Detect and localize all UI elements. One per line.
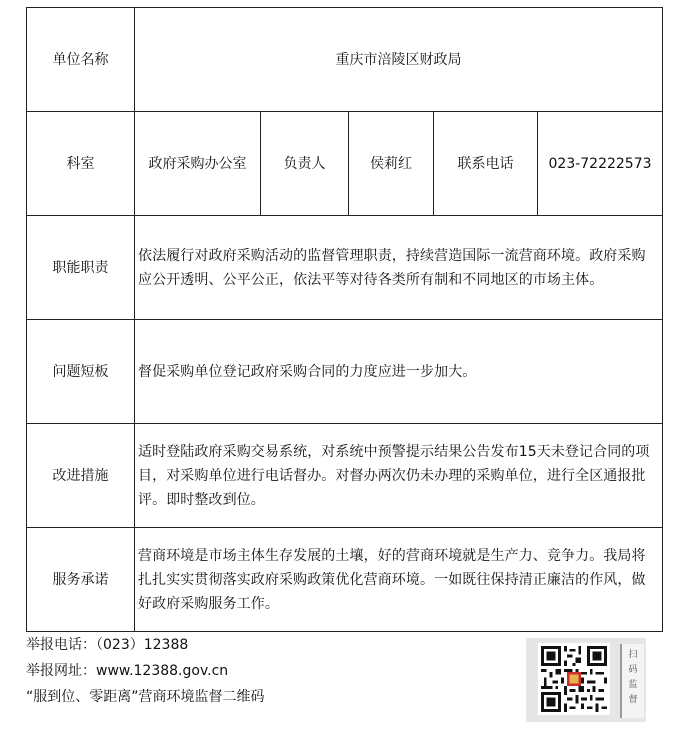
- qr-code-panel: [526, 638, 646, 722]
- qr-side-char: 督: [628, 695, 638, 705]
- dept-label: 科室: [27, 112, 135, 216]
- report-website[interactable]: 举报网址：www.12388.gov.cn: [26, 663, 229, 679]
- qr-side-label: [620, 644, 644, 718]
- qr-code-icon: [538, 643, 610, 715]
- unit-label: 单位名称: [27, 8, 135, 112]
- info-sheet: [26, 7, 662, 632]
- person-value: 侯莉红: [349, 112, 434, 216]
- phone-value: 023-72222573: [538, 112, 663, 216]
- person-label: 负责人: [261, 112, 349, 216]
- table-row: [27, 216, 663, 320]
- qr-side-char: 扫: [628, 650, 638, 660]
- dept-value: 政府采购办公室: [135, 112, 261, 216]
- promise-text: 营商环境是市场主体生存发展的土壤，好的营商环境就是生产力、竞争力。我局将扎扎实实贯彻落实政府采购政策优化营商环境。一如既往保持清正廉洁的作风，做好政府采购服务工作。: [135, 528, 663, 632]
- promise-label: 服务承诺: [27, 528, 135, 632]
- info-table: [26, 7, 663, 632]
- unit-value: 重庆市涪陵区财政局: [135, 8, 663, 112]
- qr-side-char: 码: [628, 665, 638, 675]
- improve-text: 适时登陆政府采购交易系统，对系统中预警提示结果公告发布15天未登记合同的项目，对采购单位进行电话督办。对督办两次仍未办理的采购单位，进行全区通报批评。即时整改到位。: [135, 424, 663, 528]
- issue-text: 督促采购单位登记政府采购合同的力度应进一步加大。: [135, 320, 663, 424]
- phone-label: 联系电话: [434, 112, 538, 216]
- table-row: [27, 528, 663, 632]
- issue-label: 问题短板: [27, 320, 135, 424]
- duty-text: 依法履行对政府采购活动的监督管理职责，持续营造国际一流营商环境。政府采购应公开透明、公平公正，依法平等对待各类所有制和不同地区的市场主体。: [135, 216, 663, 320]
- table-row: [27, 320, 663, 424]
- improve-label: 改进措施: [27, 424, 135, 528]
- duty-label: 职能职责: [27, 216, 135, 320]
- qr-side-char: 监: [628, 680, 638, 690]
- report-phone: 举报电话：（023）12388: [26, 637, 189, 653]
- table-row: [27, 112, 663, 216]
- report-footer: [26, 632, 265, 710]
- table-row: [27, 8, 663, 112]
- table-row: [27, 424, 663, 528]
- qr-caption: “服到位、零距离”营商环境监督二维码: [26, 689, 265, 705]
